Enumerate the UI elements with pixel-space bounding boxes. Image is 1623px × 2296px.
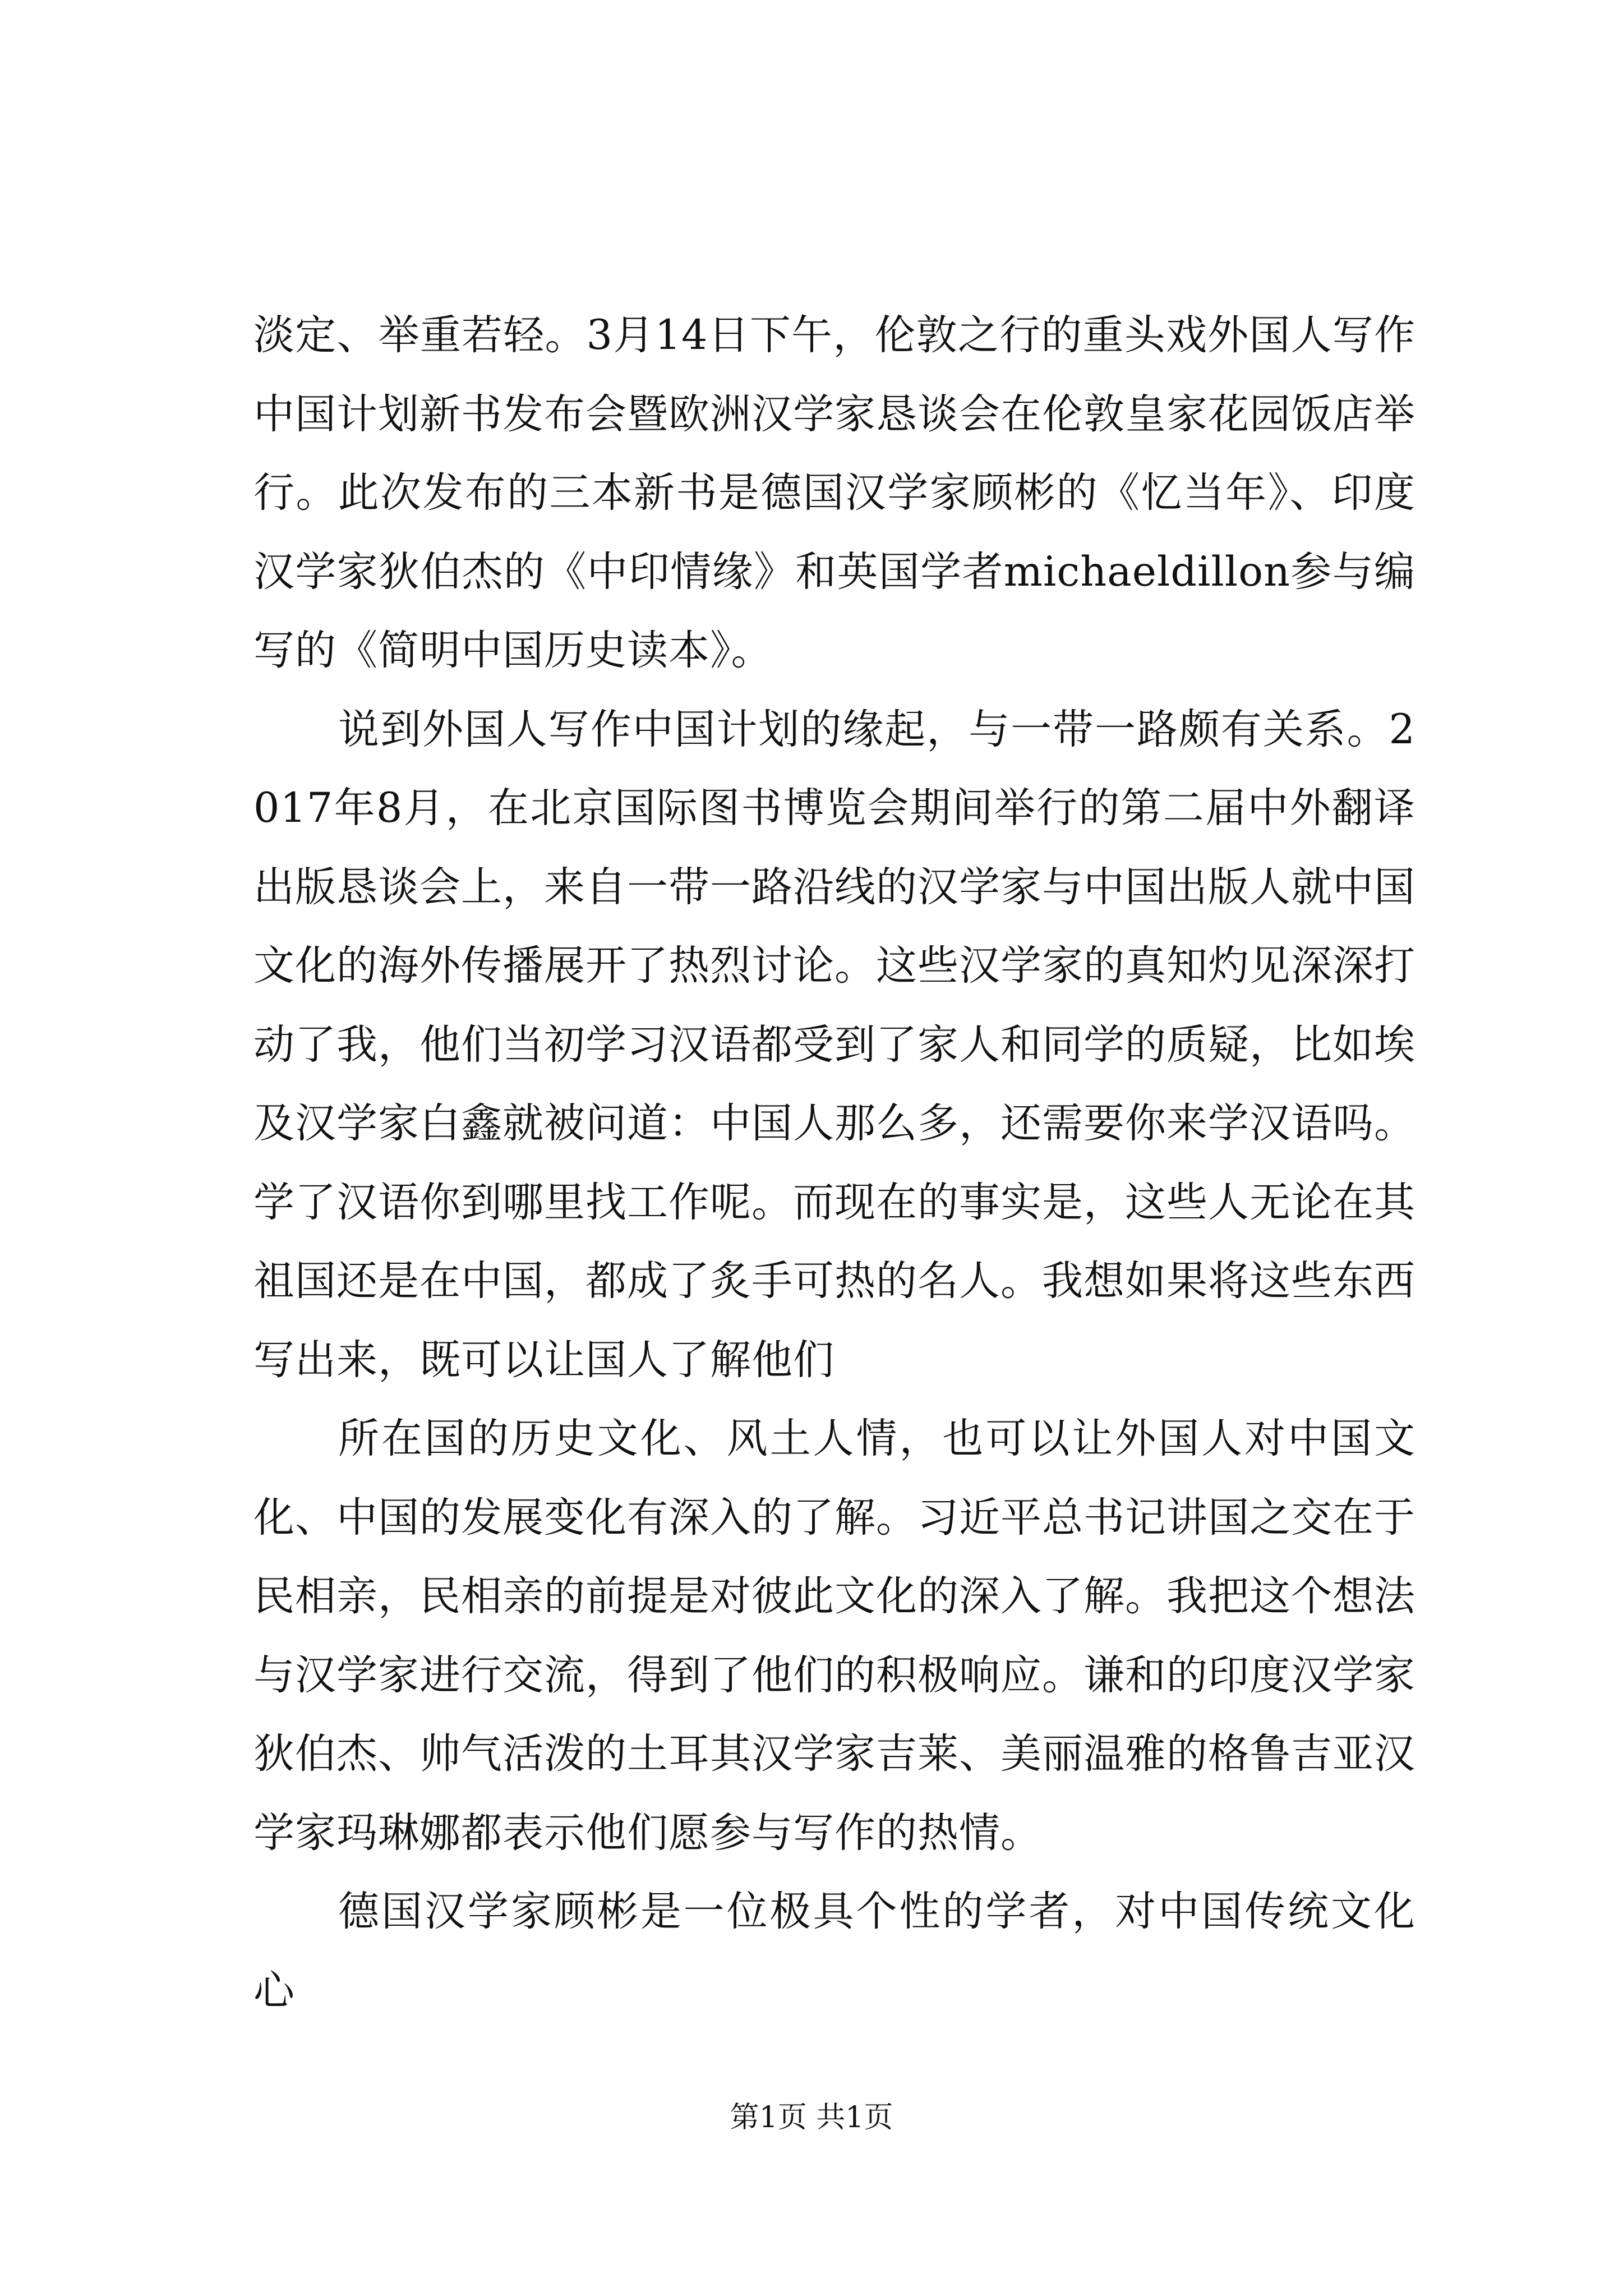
paragraph-4: 德国汉学家顾彬是一位极具个性的学者，对中国传统文化心 [253,1888,1415,2014]
paragraph-1: 淡定、举重若轻。3月14日下午，伦敦之行的重头戏外国人写作中国计划新书发布会暨欧洲汉学家恳谈会在伦敦皇家花园饭店举行。此次发布的三本新书是德国汉学家顾彬的《忆当年》、印度汉学家狄伯杰的《中印情缘》和英国学者michaeldillon参与编写的《简明中国历史读本》。 [253,311,1415,674]
paragraph-3: 所在国的历史文化、风土人情，也可以让外国人对中国文化、中国的发展变化有深入的了解。习近平总书记讲国之交在于民相亲，民相亲的前提是对彼此文化的深入了解。我把这个想法与汉学家进行交流，得到了他们的积极响应。谦和的印度汉学家狄伯杰、帅气活泼的土耳其汉学家吉莱、美丽温雅的格鲁吉亚汉学家玛琳娜都表示他们愿参与写作的热情。 [253,1415,1415,1857]
page-footer: 第1页 共1页 [730,2101,893,2134]
document-body [253,296,1415,2030]
paragraph-2: 说到外国人写作中国计划的缘起，与一带一路颇有关系。2017年8月，在北京国际图书博览会期间举行的第二届中外翻译出版恳谈会上，来自一带一路沿线的汉学家与中国出版人就中国文化的海外传播展开了热烈讨论。这些汉学家的真知灼见深深打动了我，他们当初学习汉语都受到了家人和同学的质疑，比如埃及汉学家白鑫就被问道：中国人那么多，还需要你来学汉语吗。学了汉语你到哪里找工作呢。而现在的事实是，这些人无论在其祖国还是在中国，都成了炙手可热的名人。我想如果将这些东西写出来，既可以让国人了解他们 [253,705,1415,1384]
